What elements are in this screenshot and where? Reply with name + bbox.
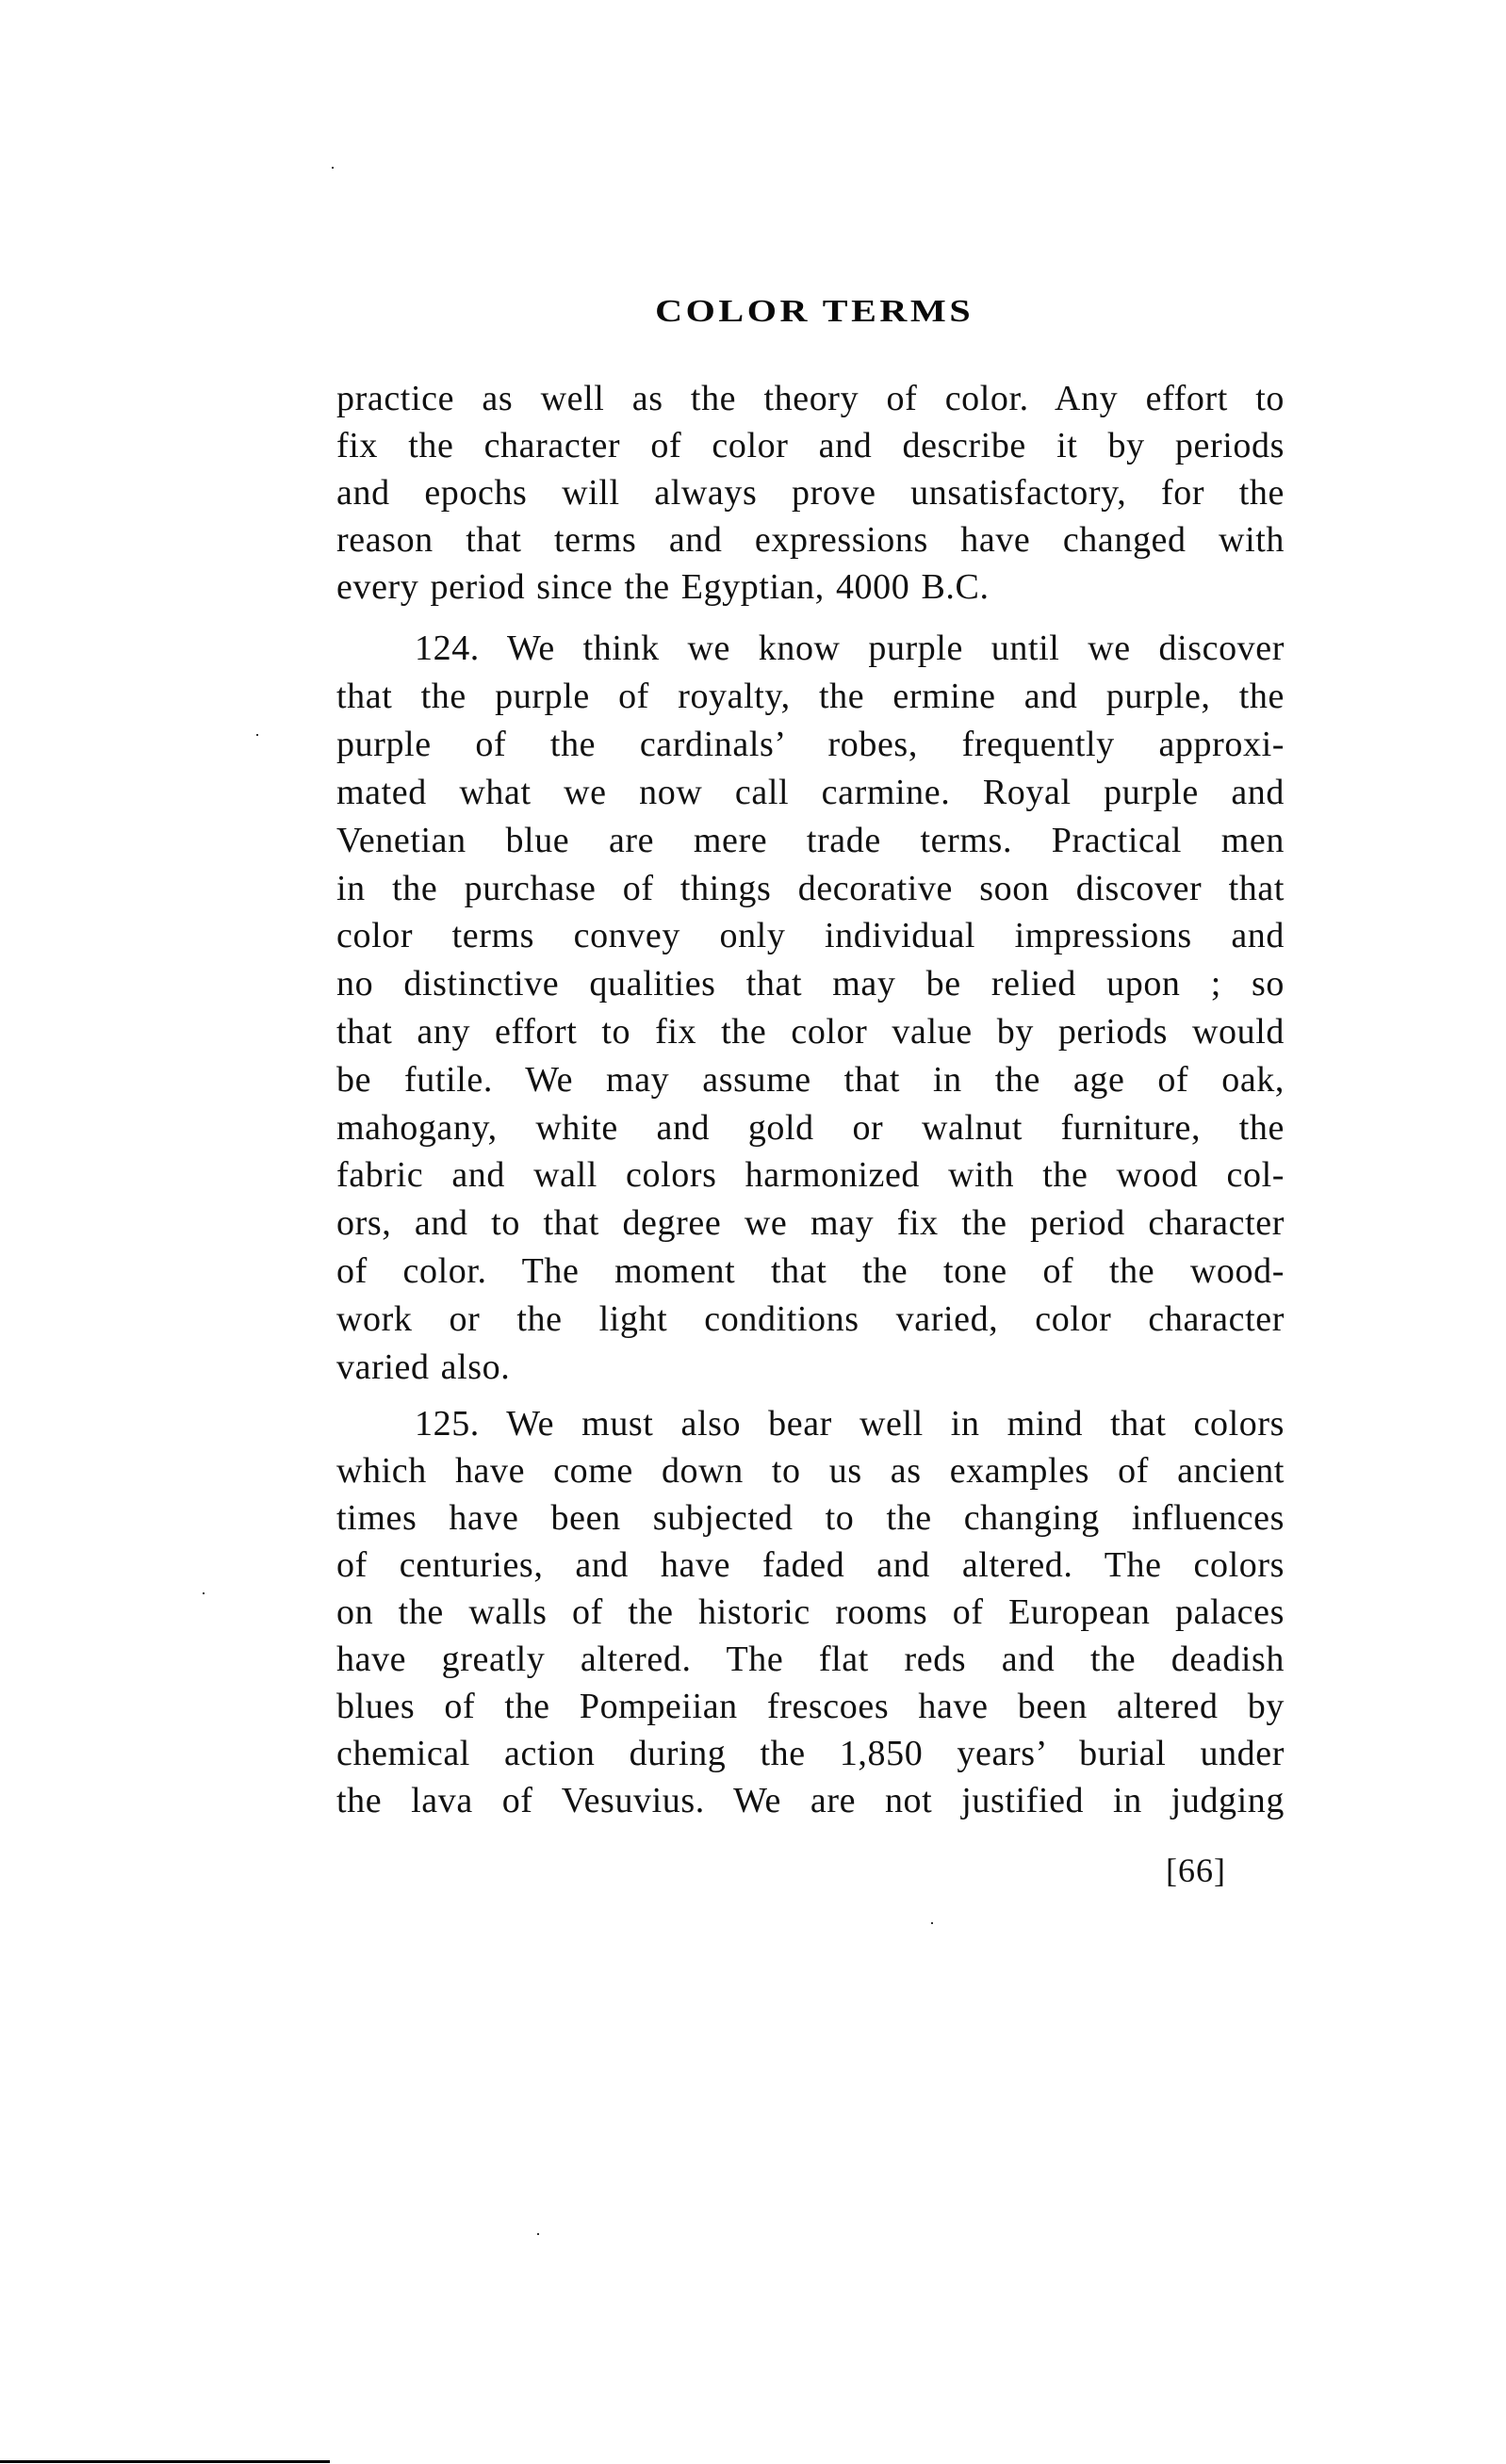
text-line: varied also. (336, 1347, 511, 1387)
page-number: [66] (1166, 1852, 1226, 1889)
text-line: times have been subjected to the changing influences (336, 1498, 1285, 1538)
text-line: mahogany, white and gold or walnut furniture, the (336, 1108, 1285, 1148)
text-line: of color. The moment that the tone of the wood- (336, 1251, 1285, 1291)
scan-speck (537, 2233, 539, 2235)
text-line: and epochs will always prove unsatisfactory, for the (336, 473, 1285, 513)
text-line: 124. We think we know purple until we discover (415, 628, 1285, 668)
text-line: every period since the Egyptian, 4000 B.C. (336, 567, 990, 607)
text-line: no distinctive qualities that may be relied upon ; so (336, 964, 1285, 1004)
text-line: practice as well as the theory of color. Any effort to (336, 379, 1285, 418)
scan-speck (203, 1592, 205, 1594)
text-line: ors, and to that degree we may fix the period character (336, 1203, 1285, 1243)
text-line: of centuries, and have faded and altered. The colors (336, 1545, 1285, 1585)
text-line: work or the light conditions varied, color character (336, 1299, 1285, 1339)
text-line: that any effort to fix the color value by periods would (336, 1012, 1285, 1052)
text-line: 125. We must also bear well in mind that colors (415, 1404, 1285, 1444)
text-line: mated what we now call carmine. Royal purple and (336, 773, 1285, 812)
text-line: Venetian blue are mere trade terms. Practical men (336, 821, 1285, 860)
scan-speck (256, 734, 258, 736)
text-line: on the walls of the historic rooms of European palaces (336, 1592, 1285, 1632)
text-line: color terms convey only individual impressions and (336, 916, 1285, 955)
text-line: that the purple of royalty, the ermine and purple, the (336, 677, 1285, 716)
text-line: purple of the cardinals’ robes, frequently approxi- (336, 725, 1285, 764)
text-line: chemical action during the 1,850 years’ burial under (336, 1734, 1285, 1773)
text-line: the lava of Vesuvius. We are not justified in judging (336, 1781, 1285, 1820)
text-line: which have come down to us as examples of ancient (336, 1451, 1285, 1491)
text-line: be futile. We may assume that in the age of oak, (336, 1060, 1285, 1100)
text-line: fix the character of color and describe it by periods (336, 426, 1285, 465)
text-line: fabric and wall colors harmonized with the wood col- (336, 1155, 1285, 1195)
text-line: blues of the Pompeiian frescoes have been altered by (336, 1687, 1285, 1726)
scan-speck (332, 167, 334, 169)
scan-speck (931, 1922, 933, 1924)
running-head: COLOR TERMS (655, 294, 974, 329)
text-line: reason that terms and expressions have changed with (336, 520, 1285, 560)
text-line: have greatly altered. The flat reds and the deadish (336, 1640, 1285, 1679)
scan-edge-rule (0, 2460, 330, 2463)
text-line: in the purchase of things decorative soon discover that (336, 869, 1285, 908)
